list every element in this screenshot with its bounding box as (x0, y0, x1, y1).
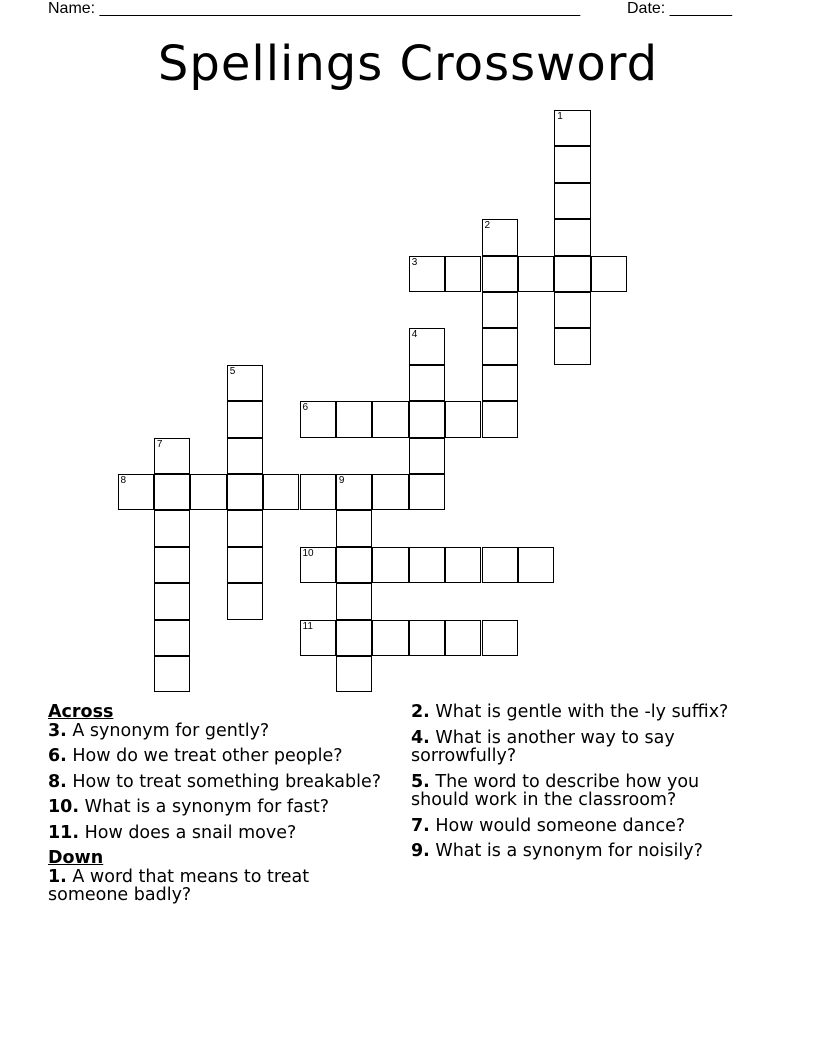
crossword-cell[interactable] (300, 547, 336, 583)
crossword-cell[interactable] (445, 620, 481, 656)
crossword-cell[interactable] (227, 510, 263, 546)
crossword-cell[interactable] (409, 401, 445, 437)
crossword-cell[interactable] (154, 583, 190, 619)
crossword-cell[interactable] (372, 474, 408, 510)
crossword-cell[interactable] (154, 474, 190, 510)
clue-text: A word that means to treat someone badly? (48, 866, 310, 905)
crossword-cell[interactable] (154, 547, 190, 583)
clue-text: How does a snail move? (79, 822, 297, 843)
crossword-cell[interactable] (227, 401, 263, 437)
clue-text: What is a synonym for noisily? (429, 841, 703, 861)
clue-number-label: 6. (48, 746, 67, 766)
crossword-cell[interactable] (227, 438, 263, 474)
crossword-cell[interactable] (190, 474, 226, 510)
across-heading: Across (48, 702, 114, 722)
down-heading: Down (48, 848, 104, 868)
crossword-cell[interactable] (336, 620, 372, 656)
clue-text: The word to describe how you should work in the classroom? (411, 771, 700, 810)
crossword-cell[interactable] (445, 547, 481, 583)
clue-text: What is another way to say sorrowfully? (411, 727, 675, 766)
clue-number-label: 8. (48, 771, 67, 792)
clue-item (411, 817, 741, 836)
clue-item (48, 773, 388, 792)
clue-number-label: 4. (411, 727, 430, 748)
clue-number: 4 (411, 329, 418, 341)
crossword-cell[interactable] (118, 474, 154, 510)
clue-text: How do we treat other people? (66, 746, 343, 766)
clue-number: 2 (484, 220, 491, 232)
crossword-cell[interactable] (482, 547, 518, 583)
crossword-cell[interactable] (336, 474, 372, 510)
crossword-cell[interactable] (227, 583, 263, 619)
clue-item (48, 798, 388, 817)
crossword-cell[interactable] (482, 219, 518, 255)
clue-number-label: 7. (411, 815, 430, 836)
crossword-cell[interactable] (154, 510, 190, 546)
name-field-label: Name: ______________________________________________________ (48, 0, 581, 17)
crossword-cell[interactable] (445, 401, 481, 437)
clue-item (48, 824, 388, 843)
clues-right-column (411, 703, 741, 868)
crossword-cell[interactable] (591, 256, 627, 292)
clue-number: 6 (302, 402, 309, 414)
crossword-cell[interactable] (336, 547, 372, 583)
crossword-cell[interactable] (336, 656, 372, 692)
clue-item (48, 868, 388, 905)
clue-item (48, 722, 388, 741)
crossword-cell[interactable] (372, 547, 408, 583)
crossword-cell[interactable] (482, 328, 518, 364)
clue-text: What is gentle with the -ly suffix? (429, 702, 729, 722)
clue-item (48, 747, 388, 766)
crossword-cell[interactable] (409, 438, 445, 474)
crossword-cell[interactable] (554, 146, 590, 182)
clue-number-label: 5. (411, 771, 430, 792)
crossword-cell[interactable] (154, 656, 190, 692)
clues-left-column (48, 703, 388, 912)
date-field-label: Date: _______ (627, 0, 732, 17)
crossword-cell[interactable] (227, 365, 263, 401)
crossword-cell[interactable] (409, 620, 445, 656)
crossword-cell[interactable] (372, 401, 408, 437)
crossword-cell[interactable] (554, 110, 590, 146)
clue-number: 11 (302, 620, 313, 632)
clue-item (411, 842, 741, 861)
clue-number: 9 (338, 475, 345, 486)
crossword-cell[interactable] (482, 401, 518, 437)
crossword-cell[interactable] (482, 256, 518, 292)
crossword-cell[interactable] (336, 401, 372, 437)
clue-number-label: 2. (411, 702, 430, 722)
across-clue-list (48, 722, 388, 843)
crossword-cell[interactable] (554, 256, 590, 292)
crossword-cell[interactable] (482, 292, 518, 328)
crossword-cell[interactable] (300, 401, 336, 437)
clue-number-label: 10. (48, 797, 80, 817)
clue-number: 1 (557, 111, 563, 122)
crossword-cell[interactable] (154, 438, 190, 474)
crossword-cell[interactable] (482, 365, 518, 401)
clue-text: What is a synonym for fast? (79, 797, 330, 817)
clue-item (411, 729, 741, 766)
clue-text: How would someone dance? (429, 815, 686, 836)
crossword-cell[interactable] (554, 219, 590, 255)
clue-number-label: 9. (411, 841, 430, 861)
clue-number-label: 3. (48, 720, 67, 741)
crossword-cell[interactable] (554, 183, 590, 219)
crossword-cell[interactable] (445, 256, 481, 292)
crossword-cell[interactable] (372, 620, 408, 656)
clue-number: 8 (120, 475, 127, 486)
crossword-cell[interactable] (336, 583, 372, 619)
crossword-cell[interactable] (227, 547, 263, 583)
down-clue-list-left (48, 868, 388, 905)
clue-number: 10 (302, 547, 314, 559)
crossword-cell[interactable] (518, 256, 554, 292)
crossword-cell[interactable] (300, 474, 336, 510)
clue-number: 7 (156, 438, 163, 450)
clue-number-label: 11. (48, 822, 80, 843)
crossword-cell[interactable] (409, 256, 445, 292)
crossword-cell[interactable] (482, 620, 518, 656)
clue-number: 3 (411, 256, 418, 268)
crossword-cell[interactable] (336, 510, 372, 546)
crossword-cell[interactable] (409, 365, 445, 401)
crossword-cell[interactable] (409, 547, 445, 583)
clue-text: A synonym for gently? (66, 720, 270, 741)
crossword-cell[interactable] (409, 474, 445, 510)
crossword-cell[interactable] (554, 328, 590, 364)
crossword-cell[interactable] (300, 620, 336, 656)
clue-item (411, 773, 741, 810)
crossword-cell[interactable] (263, 474, 299, 510)
crossword-cell[interactable] (227, 474, 263, 510)
crossword-cell[interactable] (554, 292, 590, 328)
clue-item (411, 703, 741, 722)
crossword-cell[interactable] (154, 620, 190, 656)
page-title: Spellings Crossword (157, 36, 659, 92)
clue-number-label: 1. (48, 866, 67, 887)
down-clue-list-right (411, 703, 741, 861)
crossword-cell[interactable] (409, 328, 445, 364)
crossword-cell[interactable] (518, 547, 554, 583)
clue-text: How to treat something breakable? (66, 771, 382, 792)
clue-number: 5 (229, 365, 236, 377)
